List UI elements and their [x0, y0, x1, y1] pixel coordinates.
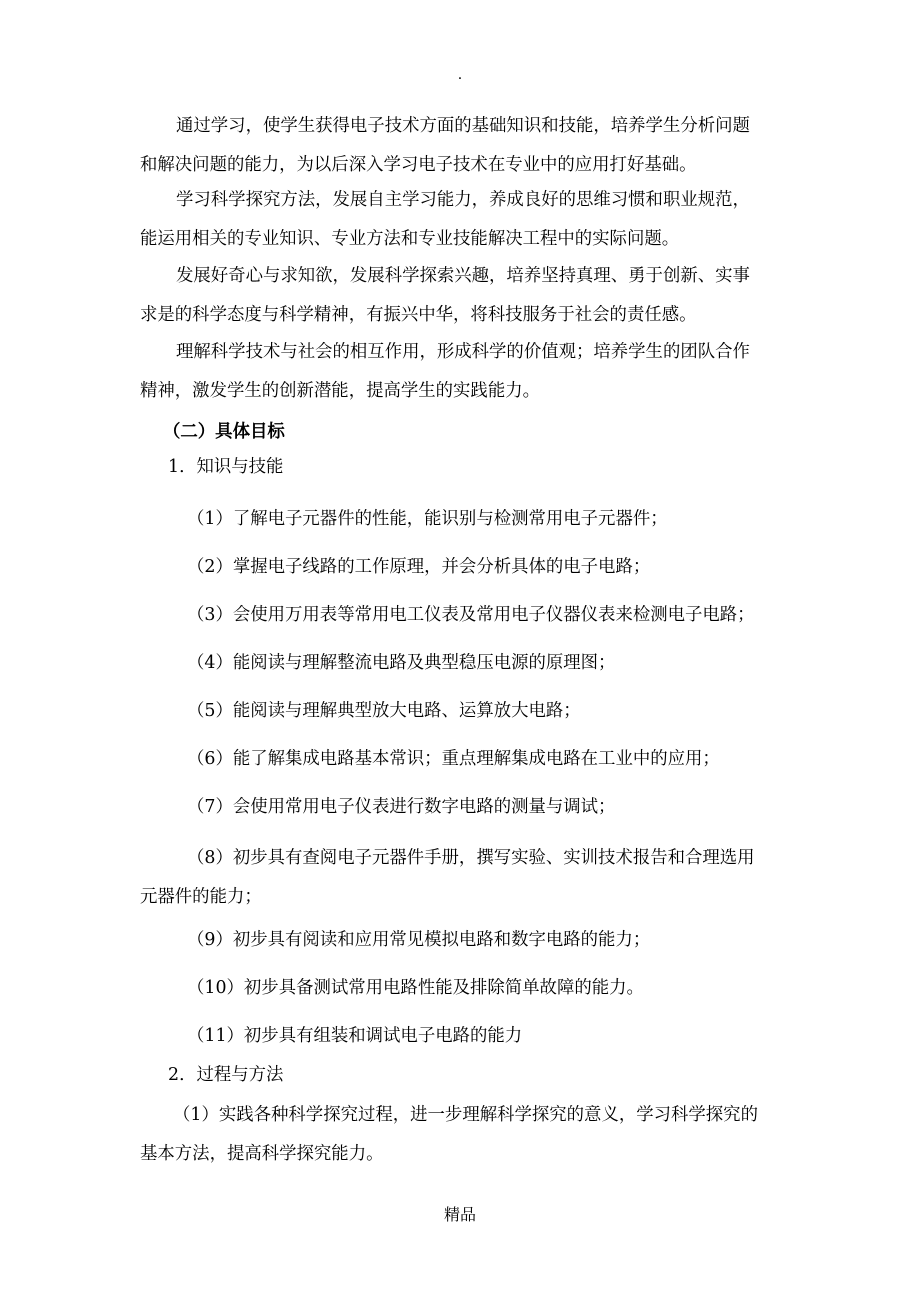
- intro-paragraph-2: [140, 181, 780, 259]
- knowledge-item-7: （7）会使用常用电子仪表进行数字电路的测量与调试；: [187, 797, 616, 817]
- knowledge-item-6: （6）能了解集成电路基本常识；重点理解集成电路在工业中的应用；: [187, 749, 720, 769]
- section-heading: （二）具体目标: [163, 422, 285, 442]
- page-footer-label: 精品: [443, 1205, 476, 1224]
- knowledge-item-2: （2）掌握电子线路的工作原理，并会分析具体的电子电路；: [187, 557, 651, 577]
- knowledge-item-11: （11）初步具有组装和调试电子电路的能力: [187, 1026, 523, 1046]
- subsection-heading-knowledge: 1．知识与技能: [168, 457, 284, 477]
- process-item-1: [140, 1096, 780, 1174]
- knowledge-item-9: （9）初步具有阅读和应用常见模拟电路和数字电路的能力；: [187, 930, 651, 950]
- intro-p4-line1: 理解科学技术与社会的相互作用，形成科学的价值观；培养学生的团队合作: [176, 342, 750, 362]
- knowledge-item-8: [140, 839, 780, 917]
- knowledge-item-8-line2: 元器件的能力；: [140, 887, 262, 907]
- intro-p4-line2: 精神，激发学生的创新潜能，提高学生的实践能力。: [140, 381, 540, 401]
- intro-paragraph-4: [140, 333, 780, 411]
- intro-p3-line1: 发展好奇心与求知欲，发展科学探索兴趣，培养坚持真理、勇于创新、实事: [176, 266, 750, 286]
- intro-p1-line2: 和解决问题的能力，为以后深入学习电子技术在专业中的应用打好基础。: [140, 155, 697, 175]
- intro-p2-line2: 能运用相关的专业知识、专业方法和专业技能解决工程中的实际问题。: [140, 229, 680, 249]
- knowledge-item-10: （10）初步具备测试常用电路性能及排除简单故障的能力。: [187, 978, 644, 998]
- subsection-heading-process: 2．过程与方法: [168, 1065, 284, 1085]
- page-header-mark: .: [457, 67, 463, 83]
- intro-p3-line2: 求是的科学态度与科学精神，有振兴中华，将科技服务于社会的责任感。: [140, 305, 697, 325]
- process-item-1-line1: （1）实践各种科学探究过程，进一步理解科学探究的意义，学习科学探究的: [173, 1105, 758, 1125]
- knowledge-item-3: （3）会使用万用表等常用电工仪表及常用电子仪器仪表来检测电子电路；: [187, 605, 755, 625]
- intro-p2-line1: 学习科学探究方法，发展自主学习能力，养成良好的思维习惯和职业规范，: [176, 190, 750, 210]
- knowledge-item-5: （5）能阅读与理解典型放大电路、运算放大电路；: [187, 701, 581, 721]
- process-item-1-line2: 基本方法，提高科学探究能力。: [140, 1144, 384, 1164]
- knowledge-item-4: （4）能阅读与理解整流电路及典型稳压电源的原理图；: [187, 653, 616, 673]
- intro-p1-line1: 通过学习，使学生获得电子技术方面的基础知识和技能，培养学生分析问题: [176, 116, 750, 136]
- knowledge-item-1: （1）了解电子元器件的性能，能识别与检测常用电子元器件；: [187, 509, 668, 529]
- intro-paragraph-1: [140, 107, 780, 185]
- intro-paragraph-3: [140, 257, 780, 335]
- knowledge-item-8-line1: （8）初步具有查阅电子元器件手册，撰写实验、实训技术报告和合理选用: [187, 848, 755, 868]
